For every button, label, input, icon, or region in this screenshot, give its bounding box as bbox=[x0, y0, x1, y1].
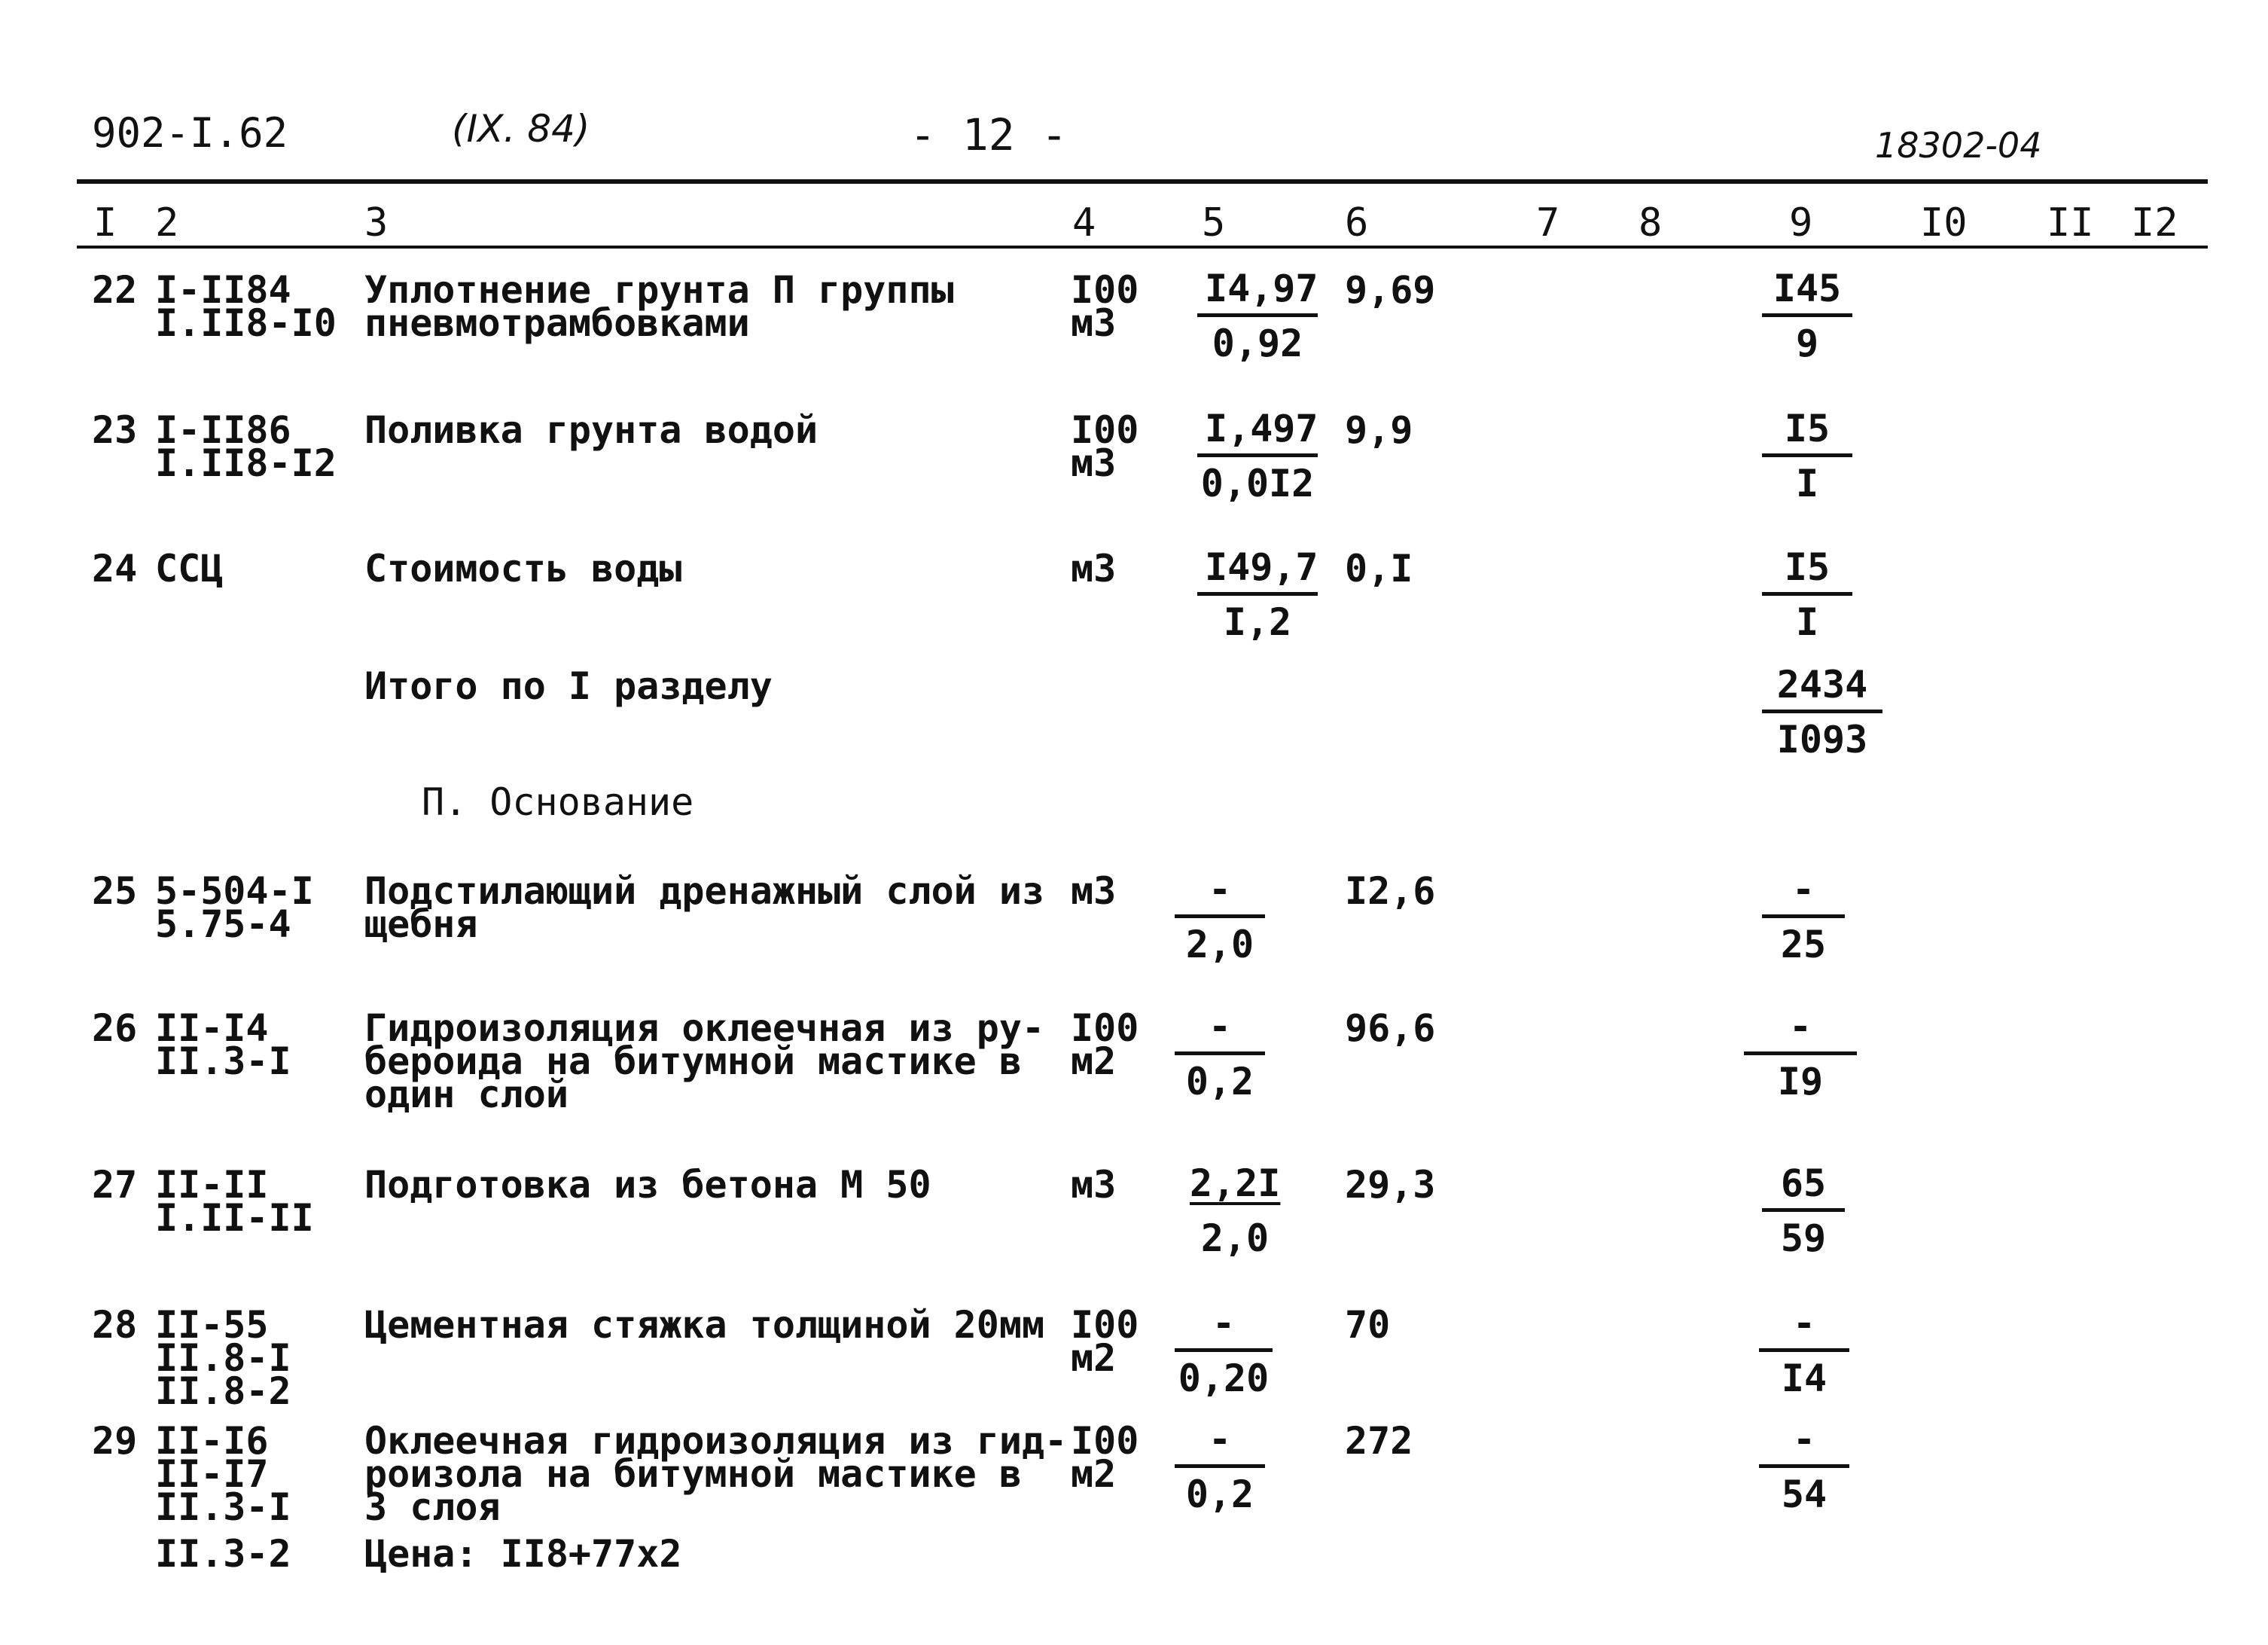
unit-cost-total: - bbox=[1212, 1302, 1236, 1345]
col-header-10: I0 bbox=[1920, 200, 1968, 246]
row-unit: I00 bbox=[1071, 1303, 1139, 1347]
row-unit: м2 bbox=[1071, 1336, 1117, 1380]
subtotal-wage: I093 bbox=[1776, 718, 1868, 761]
total-cost-fraction bbox=[1762, 1161, 1845, 1262]
total-cost: - bbox=[1792, 1302, 1816, 1345]
unit-cost-fraction bbox=[1175, 1005, 1265, 1105]
row-description: 3 слоя bbox=[364, 1485, 501, 1529]
unit-cost-total: - bbox=[1208, 868, 1232, 911]
unit-cost-wage: 0,2 bbox=[1185, 1060, 1254, 1103]
row-description: Подстилающий дренажный слой из bbox=[364, 869, 1045, 913]
total-wage: 54 bbox=[1781, 1473, 1828, 1516]
col-header-3: 3 bbox=[364, 200, 389, 246]
unit-cost-fraction bbox=[1197, 407, 1318, 507]
row-code: II-I4 bbox=[155, 1006, 269, 1050]
row-description: Гидроизоляция оклеечная из ру- bbox=[364, 1006, 1045, 1050]
row-description: пневмотрамбовками bbox=[364, 301, 750, 345]
col-header-6: 6 bbox=[1345, 200, 1369, 246]
row-code: 5.75-4 bbox=[155, 902, 291, 946]
row-code: II.3-I bbox=[155, 1485, 291, 1529]
row-quantity: 272 bbox=[1345, 1419, 1413, 1463]
row-number: 29 bbox=[92, 1419, 138, 1463]
row-code: ССЦ bbox=[155, 547, 224, 591]
row-code: II-II bbox=[155, 1163, 269, 1207]
row-code: II.3-I bbox=[155, 1039, 291, 1083]
row-quantity: 9,69 bbox=[1345, 268, 1436, 312]
row-code: 5-504-I bbox=[155, 869, 314, 913]
row-number: 22 bbox=[92, 268, 138, 312]
total-cost: - bbox=[1792, 1418, 1816, 1461]
total-wage: I4 bbox=[1781, 1357, 1828, 1400]
row-description: роизола на битумной мастике в bbox=[364, 1452, 1022, 1496]
col-header-5: 5 bbox=[1202, 200, 1226, 246]
unit-cost-wage: I,2 bbox=[1223, 600, 1292, 644]
unit-cost-wage: 2,0 bbox=[1185, 923, 1254, 966]
row-number: 28 bbox=[92, 1303, 138, 1347]
total-cost: I45 bbox=[1773, 267, 1842, 310]
column-header-rule bbox=[77, 246, 2208, 249]
row-number: 26 bbox=[92, 1006, 138, 1050]
row-unit: м3 bbox=[1071, 1163, 1117, 1207]
col-header-7: 7 bbox=[1536, 200, 1560, 246]
total-cost-fraction bbox=[1744, 1005, 1857, 1105]
col-header-4: 4 bbox=[1072, 200, 1096, 246]
row-description: Подготовка из бетона М 50 bbox=[364, 1163, 931, 1207]
row-unit: I00 bbox=[1071, 268, 1139, 312]
total-wage: 9 bbox=[1795, 322, 1819, 365]
row-quantity: 0,I bbox=[1345, 547, 1413, 591]
subtotal-fraction bbox=[1762, 663, 1882, 763]
row-code: II.3-2 bbox=[155, 1532, 291, 1576]
row-description: Уплотнение грунта П группы bbox=[364, 268, 954, 312]
row-unit: м3 bbox=[1071, 441, 1117, 485]
unit-cost-wage: 0,92 bbox=[1212, 322, 1303, 365]
unit-cost-total: I4,97 bbox=[1205, 267, 1318, 310]
row-number: 24 bbox=[92, 547, 138, 591]
unit-cost-wage: 2,0 bbox=[1200, 1216, 1270, 1260]
total-cost: 65 bbox=[1780, 1161, 1827, 1205]
row-code: I.II8-I2 bbox=[155, 441, 337, 485]
row-quantity: I2,6 bbox=[1345, 869, 1436, 913]
total-wage: 25 bbox=[1780, 923, 1827, 966]
date-note: (IX. 84) bbox=[452, 107, 590, 151]
row-quantity: 96,6 bbox=[1345, 1006, 1436, 1050]
col-header-2: 2 bbox=[155, 200, 179, 246]
row-description: щебня bbox=[364, 902, 478, 946]
row-unit: м2 bbox=[1071, 1452, 1117, 1496]
total-cost-fraction bbox=[1762, 407, 1852, 507]
total-cost-fraction bbox=[1759, 1302, 1849, 1402]
unit-cost-wage: 0,2 bbox=[1185, 1473, 1254, 1516]
unit-cost-fraction bbox=[1197, 545, 1318, 645]
col-header-9: 9 bbox=[1789, 200, 1813, 246]
section-title: П. Основание bbox=[422, 780, 694, 824]
row-unit: м2 bbox=[1071, 1039, 1117, 1083]
unit-cost-total: I49,7 bbox=[1205, 545, 1318, 589]
row-description: Цементная стяжка толщиной 20мм bbox=[364, 1303, 1045, 1347]
row-code: I.II8-I0 bbox=[155, 301, 337, 345]
total-wage: I9 bbox=[1777, 1060, 1824, 1103]
row-unit: м3 bbox=[1071, 869, 1117, 913]
row-code: II.8-I bbox=[155, 1336, 291, 1380]
subtotal-cost: 2434 bbox=[1776, 663, 1868, 707]
price-note: Цена: II8+77х2 bbox=[364, 1532, 682, 1576]
row-number: 27 bbox=[92, 1163, 138, 1207]
total-cost-fraction bbox=[1762, 545, 1852, 645]
unit-cost-total: I,497 bbox=[1205, 407, 1318, 450]
row-unit: I00 bbox=[1071, 1006, 1139, 1050]
total-wage: 59 bbox=[1780, 1216, 1827, 1260]
total-cost-fraction bbox=[1762, 267, 1852, 367]
total-cost: - bbox=[1788, 1005, 1812, 1048]
col-header-8: 8 bbox=[1639, 200, 1663, 246]
row-code: I.II-II bbox=[155, 1196, 314, 1240]
unit-cost-total: - bbox=[1208, 1418, 1232, 1461]
document-code: 902-I.62 bbox=[92, 109, 288, 157]
row-code: II.8-2 bbox=[155, 1369, 291, 1413]
total-cost-fraction bbox=[1759, 1418, 1849, 1518]
col-header-12: I2 bbox=[2131, 200, 2178, 246]
row-description: бероида на битумной мастике в bbox=[364, 1039, 1022, 1083]
row-code: I-II84 bbox=[155, 268, 291, 312]
row-unit: м3 bbox=[1071, 301, 1117, 345]
row-code: II-I7 bbox=[155, 1452, 269, 1496]
row-description: Стоимость воды bbox=[364, 547, 682, 591]
row-unit: м3 bbox=[1071, 547, 1117, 591]
subtotal-label: Итого по I разделу bbox=[364, 664, 773, 708]
total-cost: I5 bbox=[1784, 545, 1831, 589]
unit-cost-total: - bbox=[1208, 1005, 1232, 1048]
row-code: II-I6 bbox=[155, 1419, 269, 1463]
total-cost-fraction bbox=[1762, 868, 1845, 968]
unit-cost-wage: 0,20 bbox=[1178, 1357, 1270, 1400]
row-code: I-II86 bbox=[155, 408, 291, 452]
total-wage: I bbox=[1795, 600, 1819, 644]
row-description: Оклеечная гидроизоляция из гид- bbox=[364, 1419, 1068, 1463]
col-header-11: II bbox=[2047, 200, 2094, 246]
unit-cost-fraction bbox=[1175, 1418, 1265, 1518]
total-cost: - bbox=[1791, 868, 1815, 911]
row-description: Поливка грунта водой bbox=[364, 408, 818, 452]
unit-cost-fraction bbox=[1175, 868, 1265, 968]
col-header-1: I bbox=[93, 200, 117, 246]
archive-number: 18302-04 bbox=[1875, 125, 2042, 166]
total-cost: I5 bbox=[1784, 407, 1831, 450]
row-number: 23 bbox=[92, 408, 138, 452]
unit-cost-fraction bbox=[1182, 1161, 1288, 1262]
page-number: - 12 - bbox=[910, 109, 1068, 160]
unit-cost-total: 2,2I bbox=[1190, 1161, 1281, 1205]
total-wage: I bbox=[1795, 462, 1819, 505]
unit-cost-fraction bbox=[1175, 1302, 1273, 1402]
row-quantity: 70 bbox=[1345, 1303, 1391, 1347]
unit-cost-wage: 0,0I2 bbox=[1200, 462, 1315, 505]
row-quantity: 29,3 bbox=[1345, 1163, 1436, 1207]
row-code: II-55 bbox=[155, 1303, 269, 1347]
unit-cost-fraction bbox=[1197, 267, 1318, 367]
row-description: один слой bbox=[364, 1073, 569, 1116]
row-unit: I00 bbox=[1071, 1419, 1139, 1463]
row-quantity: 9,9 bbox=[1345, 408, 1413, 452]
row-unit: I00 bbox=[1071, 408, 1139, 452]
header-rule bbox=[77, 179, 2208, 184]
row-number: 25 bbox=[92, 869, 138, 913]
